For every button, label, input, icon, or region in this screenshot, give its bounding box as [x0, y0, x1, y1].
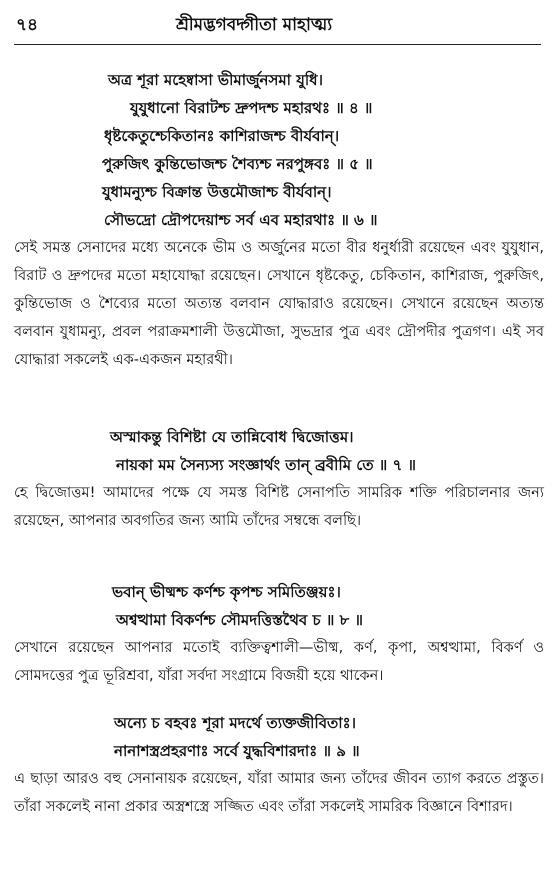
commentary-9: এ ছাড়া আরও বহু সেনানায়ক রয়েছেন, যাঁরা আমার জন্য তাঁদের জীবন ত্যাগ করতে প্রস্তুত। তাঁরা সকলেই নানা প্রকার অস্ত্রশস্ত্রে সজ্জিত এবং তাঁরা সকলেই সামরিক বিজ্ঞানে বিশারদ।: [14, 771, 544, 815]
verse-line: পুরুজিৎ কুন্তিভোজশ্চ শৈব্যশ্চ নরপুঙ্গবঃ ॥ ৫ ॥: [102, 155, 373, 173]
commentary-7: হে দ্বিজোত্তম! আমাদের পক্ষে যে সমস্ত বিশিষ্ট সেনাপতি সামরিক শক্তি পরিচালনার জন্য রয়েছেন, আপনার অবগতির জন্য আমি তাঁদের সম্বন্ধে বলছি।: [14, 485, 544, 529]
commentary-8: সেখানে রয়েছেন আপনার মতোই ব্যক্তিত্বশালী—ভীষ্ম, কর্ণ, কৃপা, অশ্বত্থামা, বিকর্ণ ও সোমদত্তের পুত্র ভূরিশ্রবা, যাঁরা সর্বদা সংগ্রামে বিজয়ী হয়ে থাকেন।: [14, 640, 544, 684]
verse-line: অন্যে চ বহবঃ শূরা মদর্থে ত্যক্তজীবিতাঃ।: [114, 714, 357, 732]
verse-line: নায়কা মম সৈন্যস্য সংজ্ঞার্থং তান্ ব্রবীমি তে ॥ ৭ ॥: [116, 456, 416, 474]
verse-line: যুযুধানো বিরাটশ্চ দ্রুপদশ্চ মহারথঃ ॥ ৪ ॥: [130, 99, 373, 117]
verse-line: অস্মাকন্তু বিশিষ্টা যে তান্নিবোধ দ্বিজোত্তম।: [110, 428, 354, 446]
running-title: শ্রীমদ্ভগবদ্গীতা মাহাত্ম্য: [176, 15, 333, 35]
verse-block-7: [0, 423, 555, 479]
page-header: [16, 12, 539, 38]
verse-line: ভবান্ ভীষ্মশ্চ কর্ণশ্চ কৃপশ্চ সমিতিঞ্জয়ঃ।: [112, 583, 341, 601]
verse-line: অশ্বত্থামা বিকর্ণশ্চ সৌমদত্তিস্তথৈব চ ॥ ৮ ॥: [116, 611, 363, 629]
verse-block-4-6: [0, 66, 555, 234]
commentary-4-6: সেই সমস্ত সেনাদের মধ্যে অনেকে ভীম ও অর্জুনের মতো বীর ধনুর্ধারী রয়েছেন এবং যুযুধান, বিরাট ও দ্রুপদের মতো মহাযোদ্ধা রয়েছেন। সেখানে ধৃষ্টকেতু, চেকিতান, কাশিরাজ, পুরুজিৎ, কুন্তিভোজ ও শৈব্যের মতো অত্যন্ত বলবান যোদ্ধারাও রয়েছেন। সেখানে রয়েছেন অত্যন্ত বলবান যুধামন্যু, প্রবল পরাক্রমশালী উত্তমৌজা, সুভদ্রার পুত্র এবং দ্রৌপদীর পুত্রগণ। এই সব যোদ্ধারা সকলেই এক-একজন মহারথী।: [14, 240, 544, 368]
page-number: ৭৪: [16, 15, 39, 35]
header-rule: [14, 44, 541, 45]
verse-line: ধৃষ্টকেতুশ্চেকিতানঃ কাশিরাজশ্চ বীর্যবান্।: [104, 127, 340, 145]
verse-line: যুধামন্যুশ্চ বিক্রান্ত উত্তমৌজাশ্চ বীর্যবান্।: [102, 183, 332, 201]
verse-block-8: [0, 578, 555, 634]
verse-line: নানাশস্ত্রপ্রহরণাঃ সর্বে যুদ্ধবিশারদাঃ ॥ ৯ ॥: [114, 742, 360, 760]
verse-line: অত্র শূরা মহেষ্বাসা ভীমার্জুনসমা যুধি।: [108, 71, 323, 89]
verse-block-9: [0, 709, 555, 765]
verse-line: সৌভদ্রো দ্রৌপদেয়াশ্চ সর্ব এব মহারথাঃ ॥ ৬ ॥: [104, 211, 378, 229]
